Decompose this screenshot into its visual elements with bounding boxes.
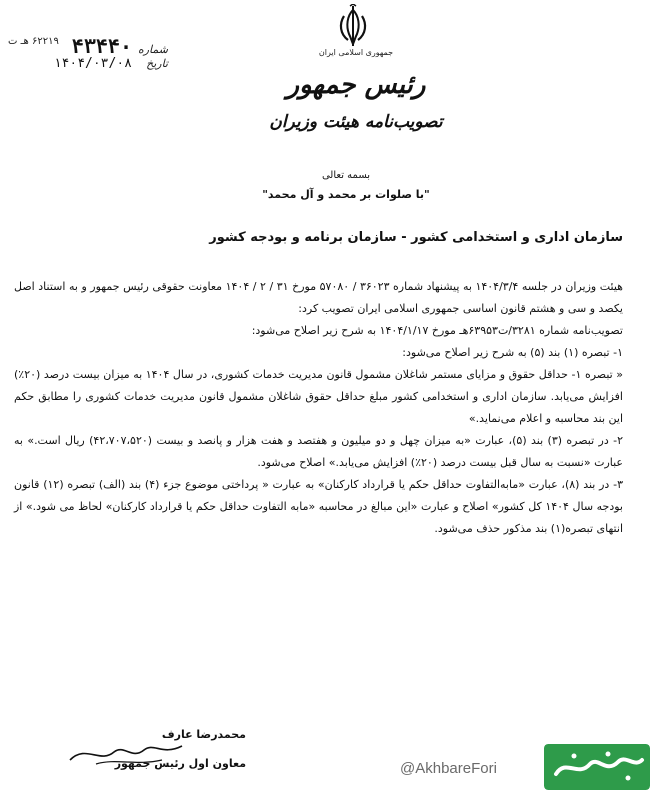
paragraph-intro: هیئت وزیران در جلسه ۱۴۰۴/۳/۴ به پیشنهاد شماره ۳۶۰۲۳ / ۵۷۰۸۰ مورخ ۳۱ / ۲ / ۱۴۰۴ معاونت حقوقی رئیس جمهور و به استناد اصل یکصد و سی و هشتم قانون اساسی جمهوری اسلامی ایران تصویب کرد:	[14, 280, 623, 315]
paragraph-amendment-reference: تصویب‌نامه شماره ۳۲۸۱/ت۶۳۹۵۳هـ مورخ ۱۴۰۴/۱/۱۷ به شرح زیر اصلاح می‌شود:	[251, 324, 623, 337]
paragraph-note-1: « تبصره ۱- حداقل حقوق و مزایای مستمر شاغلان مشمول قانون مدیریت خدمات کشوری، در سال ۱۴۰۴ به میزان بیست درصد (۲۰٪) افزایش می‌یابد. سازمان اداری و استخدامی کشور مبلغ حداقل حقوق شاغلان مشمول قانون مدیریت خدمات کشوری را مطابق حکم این بند محاسبه و اعلام می‌نماید.»	[14, 368, 623, 425]
date-label: تاریخ	[146, 57, 168, 70]
decree-body	[14, 276, 623, 540]
logo-text	[544, 746, 650, 788]
cabinet-decree-heading: تصویب‌نامه هیئت وزیران	[269, 112, 443, 132]
signer-title: معاون اول رئیس جمهور	[114, 757, 246, 770]
code-value: ۶۲۲۱۹ هـ	[20, 36, 59, 47]
addressee: سازمان اداری و استخدامی کشور - سازمان برنامه و بودجه کشور	[209, 230, 623, 245]
paragraph-item-1: ۱- تبصره (۱) بند (۵) به شرح زیر اصلاح می‌شود:	[402, 346, 623, 359]
letter-number: ۴۳۴۴۰	[71, 34, 132, 58]
basmala: بسمه تعالی	[321, 170, 371, 181]
salawat-line: "با صلوات بر محمد و آل محمد"	[262, 188, 430, 201]
number-label: شماره	[137, 43, 168, 56]
channel-handle: @AkhbareFori	[400, 760, 497, 777]
code-label: ت	[8, 36, 18, 47]
paragraph-item-2: ۲- در تبصره (۳) بند (۵)، عبارت «به میزان چهل و دو میلیون و هفتصد و هفت هزار و پانصد و بیست (۴۲،۷۰۷،۵۲۰) ریال است.» به عبارت «نسبت به سال قبل بیست درصد (۲۰٪) افزایش می‌یابد.» اصلاح می‌شود.	[14, 434, 624, 469]
letter-date: ۱۴۰۴/۰۳/۰۸	[53, 56, 132, 71]
handwritten-signature-icon	[66, 734, 186, 768]
president-heading: رئیس جمهور	[286, 70, 426, 100]
letter-meta	[8, 34, 168, 78]
signer-name: محمدرضا عارف	[161, 728, 246, 741]
paragraph-item-3: ۳- در بند (۸)، عبارت «مابه‌التفاوت حداقل حکم یا قرارداد کارکنان» به عبارت « پرداختی موضوع جزء (۴) بند (الف) تبصره (۱۲) قانون بودجه سال ۱۴۰۴ کل کشور» اصلاح و عبارت «این مبالغ در محاسبه «مابه التفاوت حداقل حکم یا قرارداد کارکنان» لحاظ می شود.» از انتهای تبصره(۱) بند مذکور حذف می‌شود.	[14, 478, 623, 535]
iran-emblem-icon	[336, 4, 370, 48]
republic-label: جمهوری اسلامی ایران	[318, 48, 394, 57]
signature-block	[66, 728, 246, 770]
